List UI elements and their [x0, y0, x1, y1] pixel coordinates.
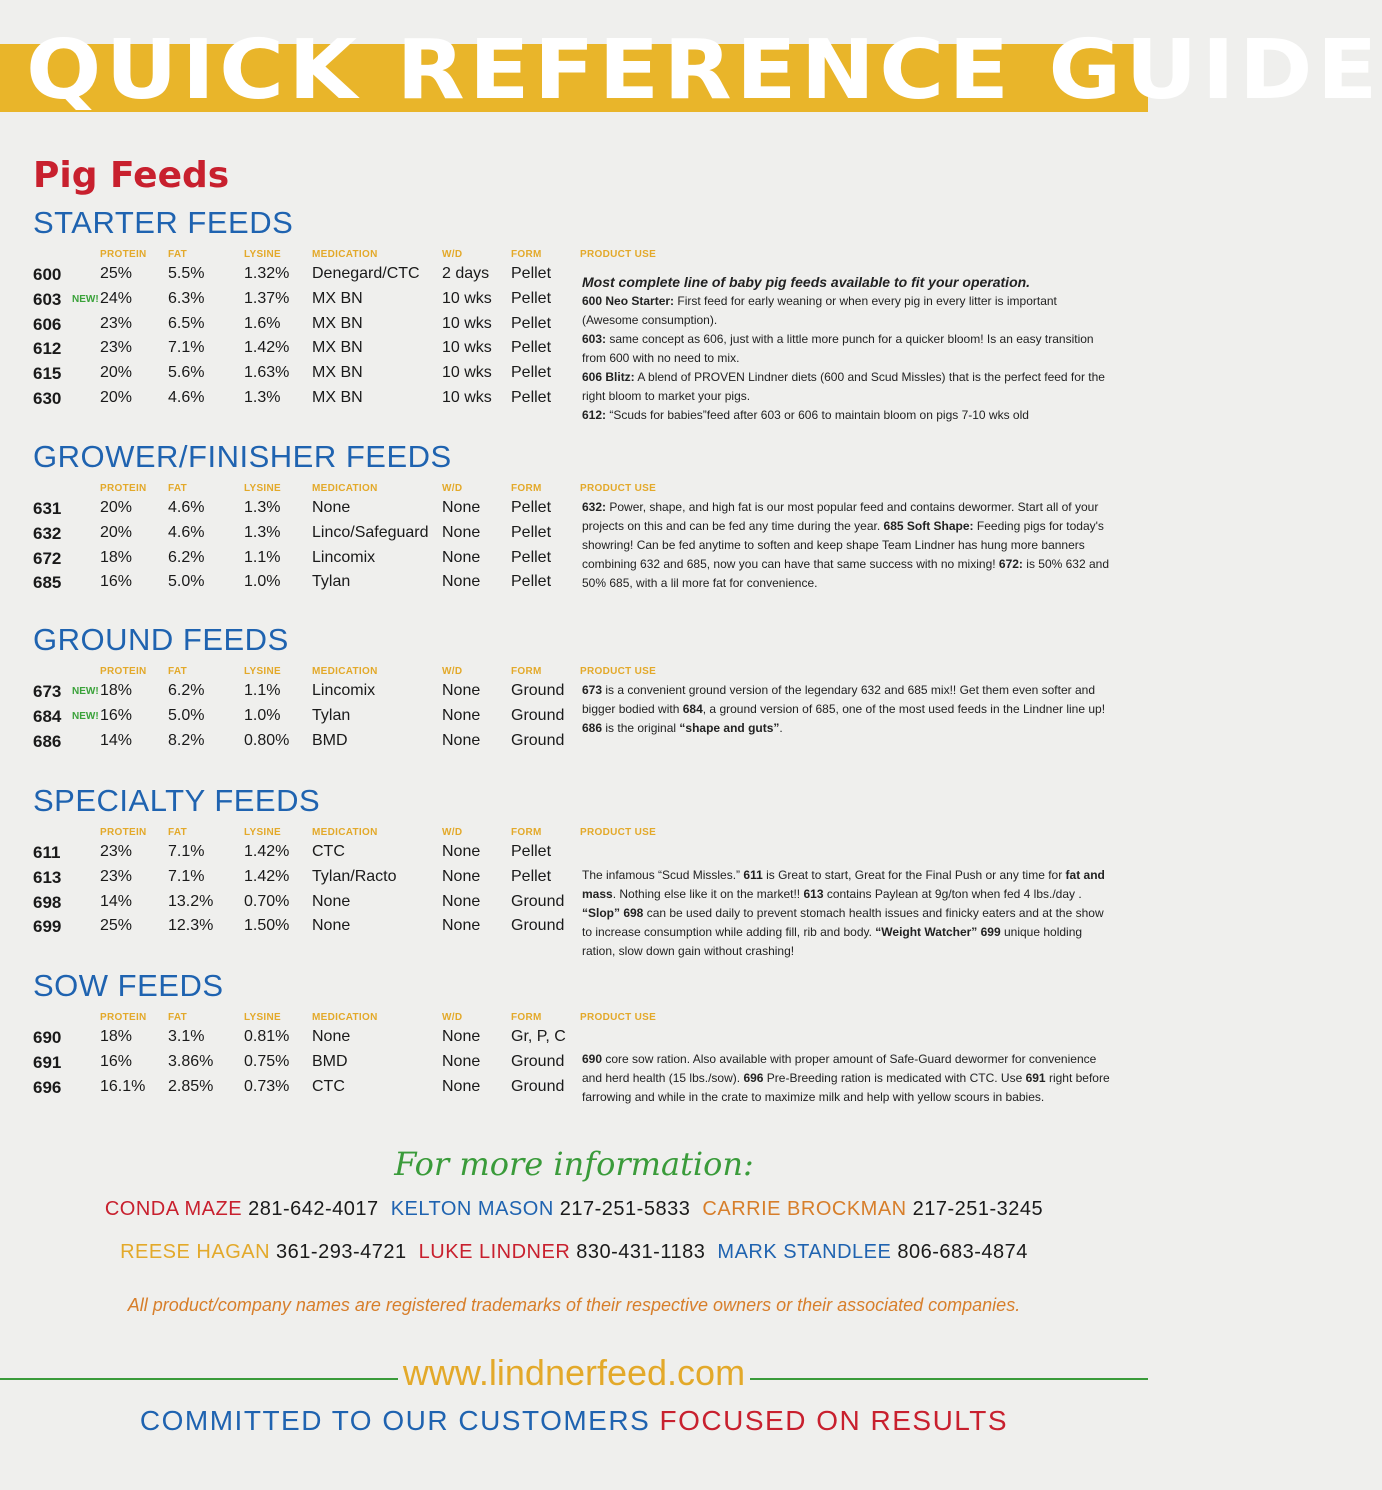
product-use-text	[582, 273, 1110, 425]
product-use-body: , a ground version of 685, one of the most used feeds in the Lindner line up!	[702, 702, 1106, 716]
contact-name: MARK STANDLEE	[717, 1241, 892, 1263]
product-use-body: A blend of PROVEN Lindner diets (600 and Scud Missles) that is the perfect feed for the right bloom to market your pigs.	[582, 370, 1105, 403]
fat-value: 4.6%	[168, 499, 205, 516]
withdrawal-value: None	[442, 1028, 481, 1045]
medication-value: MX BN	[312, 389, 363, 406]
lysine-value: 1.1%	[244, 548, 281, 566]
form-value: Ground	[511, 682, 565, 699]
col-header-fat: FAT	[168, 827, 188, 838]
col-header-medication: MEDICATION	[312, 666, 378, 677]
protein-value: 24%	[100, 289, 133, 307]
withdrawal-value: 10 wks	[442, 339, 492, 357]
tagline	[0, 1405, 1148, 1437]
table-row	[0, 549, 580, 574]
product-use-body: “Scuds for babies”feed after 603 or 606 to maintain bloom on pigs 7-10 wks old	[606, 408, 1029, 422]
table-row	[0, 315, 580, 340]
medication-value: None	[312, 499, 351, 516]
trademark-disclaimer: All product/company names are registered trademarks of their respective owners or their associated companies.	[127, 1295, 1021, 1315]
product-use-body: contains Paylean at 9g/ton when fed 4 lbs./day .	[823, 887, 1082, 901]
lysine-value: 1.3%	[244, 389, 281, 406]
contact-name: REESE HAGAN	[120, 1241, 271, 1263]
section-title: SOW FEEDS	[33, 968, 224, 1003]
product-use-body: . Nothing else like it on the market!!	[612, 887, 804, 901]
form-value: Pellet	[511, 573, 552, 591]
product-use-bold: 600 Neo Starter:	[582, 294, 675, 308]
table-row	[0, 265, 580, 290]
feed-code: 613	[33, 867, 62, 887]
lysine-value: 1.63%	[244, 364, 290, 382]
protein-value: 25%	[100, 917, 133, 935]
product-use-bold: 606 Blitz:	[582, 370, 635, 384]
new-badge: NEW!	[72, 686, 99, 697]
col-header-lysine: LYSINE	[244, 666, 282, 677]
medication-value: None	[312, 917, 351, 935]
feed-code: 686	[33, 731, 62, 751]
withdrawal-value: None	[442, 548, 481, 566]
table-row	[0, 843, 580, 868]
col-header-form: FORM	[511, 827, 542, 838]
col-header-medication: MEDICATION	[312, 249, 378, 260]
table-row	[0, 682, 580, 707]
new-badge: NEW!	[72, 293, 99, 305]
col-header-lysine: LYSINE	[244, 249, 282, 260]
col-header-use: PRODUCT USE	[580, 249, 657, 260]
feed-code: 630	[33, 389, 62, 408]
medication-value: Lincomix	[312, 548, 376, 566]
page-heading: Pig Feeds	[33, 155, 230, 196]
product-use-body: is Great to start, Great for the Final Push or any time for	[762, 868, 1066, 882]
feed-code: 698	[33, 892, 62, 912]
medication-value: CTC	[312, 1077, 345, 1095]
feed-code: 673	[33, 682, 62, 701]
product-use-body: core sow ration. Also available with proper amount of Safe-Guard dewormer for convenience and herd health (15 lbs./sow).	[582, 1052, 1097, 1085]
medication-value: Linco/Safeguard	[312, 523, 429, 541]
withdrawal-value: 2 days	[442, 265, 490, 282]
website-link[interactable]: www.lindnerfeed.com	[402, 1352, 746, 1393]
product-use-bold: 684	[682, 702, 703, 716]
feed-code: 685	[33, 573, 62, 593]
withdrawal-value: None	[442, 917, 481, 935]
medication-value: Denegard/CTC	[312, 265, 420, 282]
product-use-bold: 613	[803, 887, 824, 901]
contact-name: CARRIE BROCKMAN	[702, 1198, 907, 1220]
col-header-form: FORM	[511, 1012, 542, 1023]
form-value: Pellet	[511, 499, 552, 516]
col-header-protein: PROTEIN	[100, 666, 147, 677]
table-row	[0, 499, 580, 524]
medication-value: None	[312, 1028, 351, 1045]
col-header-fat: FAT	[168, 666, 188, 677]
table-row	[0, 917, 580, 942]
product-use-text	[582, 498, 1110, 593]
withdrawal-value: None	[442, 731, 481, 749]
lysine-value: 1.3%	[244, 499, 281, 516]
lysine-value: 1.50%	[244, 917, 290, 935]
col-header-lysine: LYSINE	[244, 483, 282, 494]
col-header-protein: PROTEIN	[100, 1012, 147, 1023]
lysine-value: 0.73%	[244, 1077, 290, 1095]
protein-value: 18%	[100, 1028, 133, 1045]
col-header-protein: PROTEIN	[100, 483, 147, 494]
medication-value: BMD	[312, 731, 348, 749]
medication-value: Lincomix	[312, 682, 376, 699]
fat-value: 7.1%	[168, 843, 205, 860]
protein-value: 23%	[100, 314, 133, 332]
product-use-bold: 673	[582, 683, 603, 697]
feed-code: 696	[33, 1077, 62, 1097]
col-header-use: PRODUCT USE	[580, 666, 657, 677]
lysine-value: 1.32%	[244, 265, 290, 282]
col-header-wd: W/D	[442, 483, 463, 494]
form-value: Pellet	[511, 289, 552, 307]
lysine-value: 1.42%	[244, 339, 290, 357]
form-value: Gr, P, C	[511, 1028, 566, 1045]
lysine-value: 1.42%	[244, 843, 290, 860]
medication-value: MX BN	[312, 364, 363, 382]
form-value: Pellet	[511, 364, 552, 382]
protein-value: 23%	[100, 867, 133, 885]
col-header-wd: W/D	[442, 1012, 463, 1023]
table-row	[0, 290, 580, 315]
col-header-medication: MEDICATION	[312, 483, 378, 494]
product-use-bold: 686	[582, 721, 603, 735]
contact-name: CONDA MAZE	[104, 1198, 243, 1220]
table-row	[0, 1053, 580, 1078]
col-header-medication: MEDICATION	[312, 1012, 378, 1023]
lysine-value: 0.80%	[244, 731, 290, 749]
protein-value: 16.1%	[100, 1077, 146, 1095]
product-use-bold: fat and mass	[582, 868, 1105, 901]
table-row	[0, 573, 580, 598]
form-value: Pellet	[511, 389, 552, 406]
fat-value: 5.0%	[168, 573, 205, 591]
product-use-bold: “shape and guts”	[679, 721, 780, 735]
form-value: Ground	[511, 731, 565, 749]
product-use-body: First feed for early weaning or when every pig in every litter is important (Awesome consumption).	[582, 294, 1057, 327]
lysine-value: 0.70%	[244, 892, 290, 910]
product-use-text	[582, 1050, 1110, 1107]
fat-value: 7.1%	[168, 867, 205, 885]
contact-phone[interactable]: 361-293-4721	[276, 1241, 407, 1263]
contact-name: LUKE LINDNER	[418, 1241, 571, 1263]
feed-code: 615	[33, 364, 62, 384]
protein-value: 20%	[100, 389, 133, 406]
fat-value: 8.2%	[168, 731, 205, 749]
fat-value: 5.0%	[168, 706, 205, 724]
table-row	[0, 524, 580, 549]
fat-value: 6.2%	[168, 682, 205, 699]
product-use-bold: “Weight Watcher” 699	[875, 925, 1001, 939]
table-row	[0, 1028, 580, 1053]
feed-code: 672	[33, 548, 62, 568]
feed-code: 603	[33, 289, 62, 309]
form-value: Pellet	[511, 265, 552, 282]
protein-value: 20%	[100, 523, 133, 541]
withdrawal-value: None	[442, 499, 481, 516]
withdrawal-value: None	[442, 843, 481, 860]
medication-value: Tylan	[312, 706, 351, 724]
contacts-line-1	[0, 1198, 1148, 1221]
table-row	[0, 1078, 580, 1103]
product-use-bold: “Slop” 698	[582, 906, 644, 920]
fat-value: 6.3%	[168, 289, 205, 307]
contact-phone[interactable]: 806-683-4874	[897, 1241, 1028, 1263]
protein-value: 18%	[100, 682, 133, 699]
lysine-value: 0.81%	[244, 1028, 290, 1045]
feed-code: 606	[33, 314, 62, 334]
lysine-value: 1.0%	[244, 706, 281, 724]
product-use-bold: 690	[582, 1052, 603, 1066]
col-header-fat: FAT	[168, 1012, 188, 1023]
fat-value: 5.5%	[168, 265, 205, 282]
table-row	[0, 732, 580, 757]
feed-code: 691	[33, 1052, 62, 1072]
lysine-value: 1.0%	[244, 573, 281, 591]
product-use-bold: 685 Soft Shape:	[883, 519, 974, 533]
col-header-protein: PROTEIN	[100, 827, 147, 838]
medication-value: BMD	[312, 1052, 348, 1070]
fat-value: 12.3%	[168, 917, 214, 935]
feed-code: 684	[33, 706, 62, 726]
col-header-use: PRODUCT USE	[580, 483, 657, 494]
protein-value: 23%	[100, 843, 133, 860]
medication-value: MX BN	[312, 339, 363, 357]
lysine-value: 0.75%	[244, 1052, 290, 1070]
withdrawal-value: 10 wks	[442, 314, 492, 332]
protein-value: 16%	[100, 706, 133, 724]
medication-value: Tylan	[312, 573, 351, 591]
product-use-bold: 672:	[998, 557, 1023, 571]
lysine-value: 1.3%	[244, 523, 281, 541]
feed-code: 600	[33, 265, 62, 284]
table-row	[0, 339, 580, 364]
protein-value: 14%	[100, 892, 133, 910]
form-value: Pellet	[511, 867, 552, 885]
withdrawal-value: None	[442, 867, 481, 885]
product-use-bold: 611	[743, 868, 763, 882]
more-info-heading: For more information:	[394, 1145, 754, 1183]
col-header-use: PRODUCT USE	[580, 1012, 657, 1023]
product-use-body: The infamous “Scud Missles.”	[582, 868, 744, 882]
fat-value: 3.86%	[168, 1052, 214, 1070]
form-value: Pellet	[511, 548, 552, 566]
col-header-fat: FAT	[168, 483, 188, 494]
product-use-body: same concept as 606, just with a little more punch for a quicker bloom! Is an easy transition from 600 with no need to mix.	[582, 332, 1094, 365]
withdrawal-value: None	[442, 1052, 481, 1070]
col-header-use: PRODUCT USE	[580, 827, 657, 838]
form-value: Pellet	[511, 523, 552, 541]
fat-value: 7.1%	[168, 339, 205, 357]
product-use-bold: 696	[743, 1071, 764, 1085]
product-use-body: is the original	[602, 721, 680, 735]
fat-value: 2.85%	[168, 1077, 214, 1095]
banner-title: QUICK REFERENCE GUIDE	[26, 23, 1382, 118]
table-row	[0, 389, 580, 414]
form-value: Pellet	[511, 314, 552, 332]
feed-code: 632	[33, 523, 62, 543]
col-header-fat: FAT	[168, 249, 188, 260]
feed-code: 631	[33, 499, 62, 518]
protein-value: 20%	[100, 364, 133, 382]
section-title: SPECIALTY FEEDS	[33, 783, 321, 818]
table-row	[0, 893, 580, 918]
contact-phone[interactable]: 830-431-1183	[576, 1241, 706, 1263]
medication-value: MX BN	[312, 289, 363, 307]
withdrawal-value: None	[442, 523, 481, 541]
fat-value: 5.6%	[168, 364, 205, 382]
section-title: GROWER/FINISHER FEEDS	[33, 439, 452, 474]
product-use-body: .	[779, 721, 783, 735]
lysine-value: 1.37%	[244, 289, 290, 307]
product-use-bold: 603:	[582, 332, 607, 346]
contact-phone[interactable]: 281-642-4017	[248, 1198, 379, 1220]
col-header-wd: W/D	[442, 827, 463, 838]
withdrawal-value: 10 wks	[442, 289, 492, 307]
form-value: Pellet	[511, 339, 552, 357]
withdrawal-value: None	[442, 892, 481, 910]
section-title: GROUND FEEDS	[33, 622, 289, 657]
col-header-lysine: LYSINE	[244, 827, 282, 838]
form-value: Pellet	[511, 843, 552, 860]
form-value: Ground	[511, 706, 565, 724]
table-row	[0, 707, 580, 732]
col-header-form: FORM	[511, 483, 542, 494]
protein-value: 20%	[100, 499, 133, 516]
withdrawal-value: None	[442, 706, 481, 724]
protein-value: 14%	[100, 731, 133, 749]
protein-value: 23%	[100, 339, 133, 357]
col-header-form: FORM	[511, 249, 542, 260]
fat-value: 6.5%	[168, 314, 205, 332]
new-badge: NEW!	[72, 710, 99, 722]
fat-value: 4.6%	[168, 389, 205, 406]
product-use-body: right before farrowing and while in the crate to maximize milk and help with yellow scours in babies.	[582, 1071, 1110, 1104]
col-header-protein: PROTEIN	[100, 249, 147, 260]
product-use-body: Feeding pigs for today's showring! Can be fed anytime to soften and keep shape Team Lindner has hung more banners combining 632 and 685, now you can have that same success with no mixing!	[582, 519, 1104, 571]
table-row	[0, 868, 580, 893]
col-header-medication: MEDICATION	[312, 827, 378, 838]
contact-name: KELTON MASON	[390, 1198, 554, 1220]
withdrawal-value: 10 wks	[442, 364, 492, 382]
lysine-value: 1.6%	[244, 314, 281, 332]
form-value: Ground	[511, 1077, 565, 1095]
product-use-text	[582, 866, 1110, 961]
section-title: STARTER FEEDS	[33, 205, 294, 240]
withdrawal-value: None	[442, 682, 481, 699]
form-value: Ground	[511, 1052, 565, 1070]
feed-code: 612	[33, 339, 62, 359]
contact-phone[interactable]: 217-251-3245	[912, 1198, 1044, 1220]
product-use-body: can be used daily to prevent stomach health issues and finicky eaters and at the show to increase consumption while adding fill, rib and body.	[582, 906, 1104, 939]
product-use-body: Power, shape, and high fat is our most popular feed and contains dewormer. Start all of your projects on this and can be fed any time during the year.	[582, 500, 1099, 533]
product-use-body: is a convenient ground version of the legendary 632 and 685 mix!! Get them even softer and bigger bodied with	[582, 683, 1096, 716]
contact-phone[interactable]: 217-251-5833	[559, 1198, 691, 1220]
fat-value: 3.1%	[168, 1028, 205, 1045]
feed-code: 611	[33, 843, 61, 862]
col-header-lysine: LYSINE	[244, 1012, 282, 1023]
product-use-bold: 632:	[582, 500, 607, 514]
lysine-value: 1.1%	[244, 682, 281, 699]
product-use-body: is 50% 632 and 50% 685, with a lil more fat for convenience.	[582, 557, 1109, 590]
fat-value: 13.2%	[168, 892, 214, 910]
withdrawal-value: None	[442, 573, 481, 591]
form-value: Ground	[511, 917, 565, 935]
tagline-part-2: FOCUSED ON RESULTS	[659, 1405, 1009, 1436]
withdrawal-value: None	[442, 1077, 481, 1095]
medication-value: CTC	[312, 843, 345, 860]
contacts-line-2	[0, 1241, 1148, 1264]
form-value: Ground	[511, 892, 565, 910]
protein-value: 16%	[100, 573, 133, 591]
protein-value: 16%	[100, 1052, 133, 1070]
feed-code: 690	[33, 1028, 62, 1047]
withdrawal-value: 10 wks	[442, 389, 492, 406]
product-use-body: Pre-Breeding ration is medicated with CTC. Use	[763, 1071, 1026, 1085]
tagline-part-1: COMMITTED TO OUR CUSTOMERS	[139, 1405, 651, 1436]
product-use-text	[582, 681, 1110, 738]
medication-value: None	[312, 892, 351, 910]
medication-value: Tylan/Racto	[312, 867, 397, 885]
protein-value: 25%	[100, 265, 133, 282]
col-header-wd: W/D	[442, 666, 463, 677]
product-use-lead: Most complete line of baby pig feeds available to fit your operation.	[582, 274, 1031, 290]
product-use-bold: 691	[1025, 1071, 1046, 1085]
product-use-bold: 612:	[582, 408, 607, 422]
col-header-wd: W/D	[442, 249, 463, 260]
medication-value: MX BN	[312, 314, 363, 332]
col-header-form: FORM	[511, 666, 542, 677]
product-use-body: unique holding ration, slow down gain without crashing!	[582, 925, 1083, 958]
feed-code: 699	[33, 917, 62, 937]
fat-value: 6.2%	[168, 548, 205, 566]
lysine-value: 1.42%	[244, 867, 290, 885]
table-row	[0, 364, 580, 389]
protein-value: 18%	[100, 548, 133, 566]
fat-value: 4.6%	[168, 523, 205, 541]
